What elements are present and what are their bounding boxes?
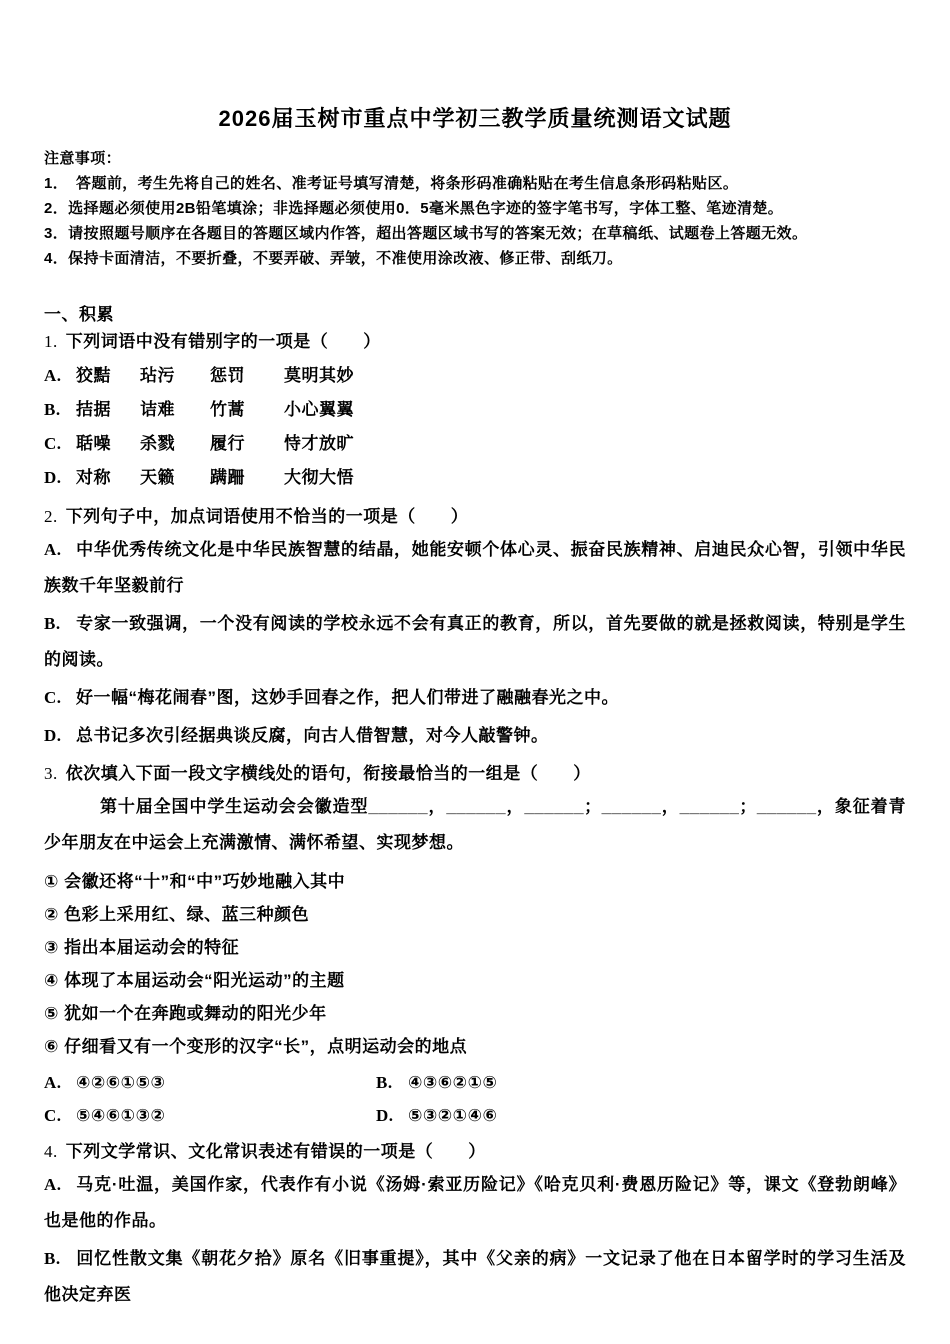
q1-option-a-label: A. [44,366,62,385]
q3-options-row-1 [44,1066,906,1099]
q1-number: 1. [44,332,58,351]
q4-option-a-label: A. [44,1175,62,1194]
q3-item-2: ② 色彩上采用红、绿、蓝三种颜色 [44,905,310,924]
q3-items [44,865,906,1063]
q1-option-d [44,464,906,491]
q1-option-b-word-3: 竹蒿 [210,400,245,419]
notice-heading: 注意事项： [44,150,122,167]
q2-number: 2. [44,507,58,526]
q3-item-4: ④ 体现了本届运动会“阳光运动”的主题 [44,971,345,990]
q1-option-c-label: C. [44,434,62,453]
q2-option-b-label: B. [44,614,61,633]
q1-stem-text: 下列词语中没有错别字的一项是（ ） [65,332,381,351]
q3-intro-paragraph: 第十届全国中学生运动会会徽造型______，______，______；______，______；______，象征着青少年朋友在中运会上充满激情、满怀希望、实现梦想。 [44,797,906,852]
q1-option-a [44,362,906,389]
q3-stem-text: 依次填入下面一段文字横线处的语句，衔接最恰当的一组是（ ） [65,764,591,783]
q1-option-a-word-1: 狡黠 [76,366,111,385]
q2-option-a [44,532,906,604]
q2-option-c-label: C. [44,688,62,707]
q3-option-c-label: C. [44,1106,62,1125]
q1-option-c-word-4: 恃才放旷 [284,434,354,453]
q1-option-b-word-1: 拮据 [76,400,111,419]
q4-stem [44,1138,906,1165]
notice-item-4: 4．保持卡面清洁，不要折叠，不要弄破、弄皱，不准使用涂改液、修正带、刮纸刀。 [44,250,623,267]
notice-item-2: 2．选择题必须使用2B铅笔填涂；非选择题必须使用0．5毫米黑色字迹的签字笔书写，字体工整、笔迹清楚。 [44,200,784,217]
q2-stem [44,503,906,530]
q3-option-b [376,1073,497,1092]
q1-option-c [44,430,906,457]
q3-item-3: ③ 指出本届运动会的特征 [44,938,240,957]
q3-option-b-label: B. [376,1073,393,1092]
q3-option-a-sequence: ④②⑥①⑤③ [76,1073,166,1092]
q1-stem [44,328,906,355]
q1-option-c-word-1: 聒噪 [76,434,111,453]
q3-stem [44,760,906,787]
q3-option-b-sequence: ④③⑥②①⑤ [408,1073,498,1092]
q1-option-d-word-1: 对称 [76,468,111,487]
notice-item-3: 3．请按照题号顺序在各题目的答题区域内作答，超出答题区域书写的答案无效；在草稿纸、试题卷上答题无效。 [44,225,808,242]
q1-option-a-word-2: 玷污 [140,366,175,385]
q3-option-d-sequence: ⑤③②①④⑥ [408,1106,498,1125]
q4-number: 4. [44,1142,58,1161]
q4-stem-text: 下列文学常识、文化常识表述有错误的一项是（ ） [65,1142,486,1161]
q3-options [44,1066,906,1132]
q1-option-c-word-3: 履行 [210,434,245,453]
q3-option-a-label: A. [44,1073,62,1092]
q3-number: 3. [44,764,58,783]
q1-option-d-label: D. [44,468,62,487]
q2-option-b-text: 专家一致强调，一个没有阅读的学校永远不会有真正的教育，所以，首先要做的就是拯救阅读，特别是学生的阅读。 [44,614,906,669]
q1-option-d-word-3: 蹒跚 [210,468,245,487]
notice-section [44,146,906,271]
q2-option-b [44,606,906,678]
q3-option-d [376,1106,497,1125]
q3-option-d-label: D. [376,1106,394,1125]
q1-option-b [44,396,906,423]
page-title: 2026届玉树市重点中学初三教学质量统测语文试题 [218,106,732,131]
q2-option-a-text: 中华优秀传统文化是中华民族智慧的结晶，她能安顿个体心灵、振奋民族精神、启迪民众心智，引领中华民族数千年坚毅前行 [44,540,906,595]
q1-option-b-word-2: 诘难 [140,400,175,419]
q2-option-d [44,718,906,754]
q1-option-a-word-4: 莫明其妙 [284,366,354,385]
q4-option-b-text: 回忆性散文集《朝花夕拾》原名《旧事重提》，其中《父亲的病》一文记录了他在日本留学时的学习生活及他决定弃医 [44,1249,906,1304]
q1-option-d-word-4: 大彻大悟 [284,468,354,487]
q2-option-c-text: 好一幅“梅花闹春”图，这妙手回春之作，把人们带进了融融春光之中。 [76,688,619,707]
q3-options-row-2 [44,1099,906,1132]
q4-option-a [44,1167,906,1239]
q3-item-5: ⑤ 犹如一个在奔跑或舞动的阳光少年 [44,1004,327,1023]
q2-stem-text: 下列句子中，加点词语使用不恰当的一项是（ ） [65,507,469,526]
q3-option-c [44,1099,376,1132]
q4-option-b [44,1241,906,1313]
q2-option-a-label: A. [44,540,62,559]
q1-option-a-word-3: 惩罚 [210,366,245,385]
section-heading-accumulation: 一、积累 [44,305,114,324]
q2-option-c [44,680,906,716]
q2-option-d-label: D. [44,726,62,745]
q3-item-6: ⑥ 仔细看又有一个变形的汉字“长”，点明运动会的地点 [44,1037,468,1056]
q3-option-c-sequence: ⑤④⑥①③② [76,1106,166,1125]
notice-item-1: 1． 答题前，考生先将自己的姓名、准考证号填写清楚，将条形码准确粘贴在考生信息条形码粘贴区。 [44,175,739,192]
q1-option-b-label: B. [44,400,61,419]
q1-option-b-word-4: 小心翼翼 [284,400,354,419]
q3-option-a [44,1066,376,1099]
q4-option-b-label: B. [44,1249,61,1268]
q2-option-d-text: 总书记多次引经据典谈反腐，向古人借智慧，对今人敲警钟。 [76,726,549,745]
q3-item-1: ① 会徽还将“十”和“中”巧妙地融入其中 [44,872,346,891]
q1-option-c-word-2: 杀戮 [140,434,175,453]
q1-option-d-word-2: 天籁 [140,468,175,487]
q4-option-a-text: 马克·吐温，美国作家，代表作有小说《汤姆·索亚历险记》《哈克贝利·费恩历险记》等，课文《登勃朗峰》也是他的作品。 [44,1175,906,1230]
